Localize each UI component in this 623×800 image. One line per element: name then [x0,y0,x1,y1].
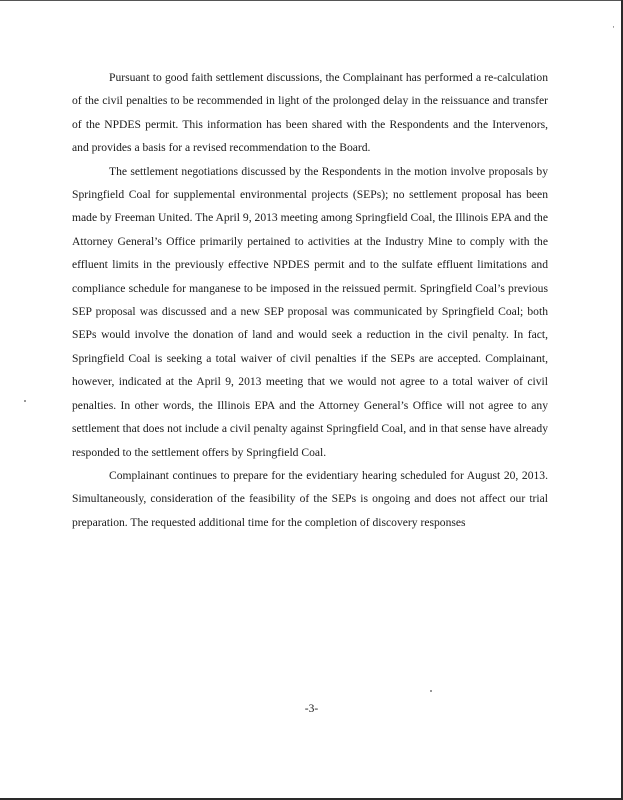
page-number: -3- [304,703,319,715]
paragraph-1: Pursuant to good faith settlement discussions, the Complainant has performed a re-calculation of the civil penalties to be recommended in light of the prolonged delay in the reissuance and transfer of the NPDES permit. This information has been shared with the Respondents and the Intervenors, and provides a basis for a revised recommendation to the Board. [72,71,548,155]
paragraph-3: Complainant continues to prepare for the evidentiary hearing scheduled for August 20, 2013. Simultaneously, consideration of the feasibility of the SEPs is ongoing and does not affect our trial preparation. The requested additional time for the completion of discovery responses [72,468,548,529]
scan-speck [24,400,26,402]
corner-mark: · [612,22,615,32]
scan-speck [430,690,432,692]
paragraph-2: The settlement negotiations discussed by the Respondents in the motion involve proposals by Springfield Coal for supplemental environmental projects (SEPs); no settlement proposal has been made by Freeman United. The April 9, 2013 meeting among Springfield Coal, the Illinois EPA and the Attorney General’s Office primarily pertained to activities at the Industry Mine to comply with the effluent limits in the previously effective NPDES permit and to the sulfate effluent limitations and compliance schedule for manganese to be imposed in the reissued permit. Springfield Coal’s previous SEP proposal was discussed and a new SEP proposal was communicated by Springfield Coal; both SEPs would involve the donation of land and would seek a reduction in the civil penalty. In fact, Springfield Coal is seeking a total waiver of civil penalties if the SEPs are accepted. Complainant, however, indicated at the April 9, 2013 meeting that we would not agree to a total waiver of civil penalties. In other words, the Illinois EPA and the Attorney General’s Office will not agree to any settlement that does not include a civil penalty against Springfield Coal, and in that sense have already responded to the settlement offers by Springfield Coal. [72,164,548,459]
scan-edge-top [0,0,623,1]
document-body [72,66,548,534]
